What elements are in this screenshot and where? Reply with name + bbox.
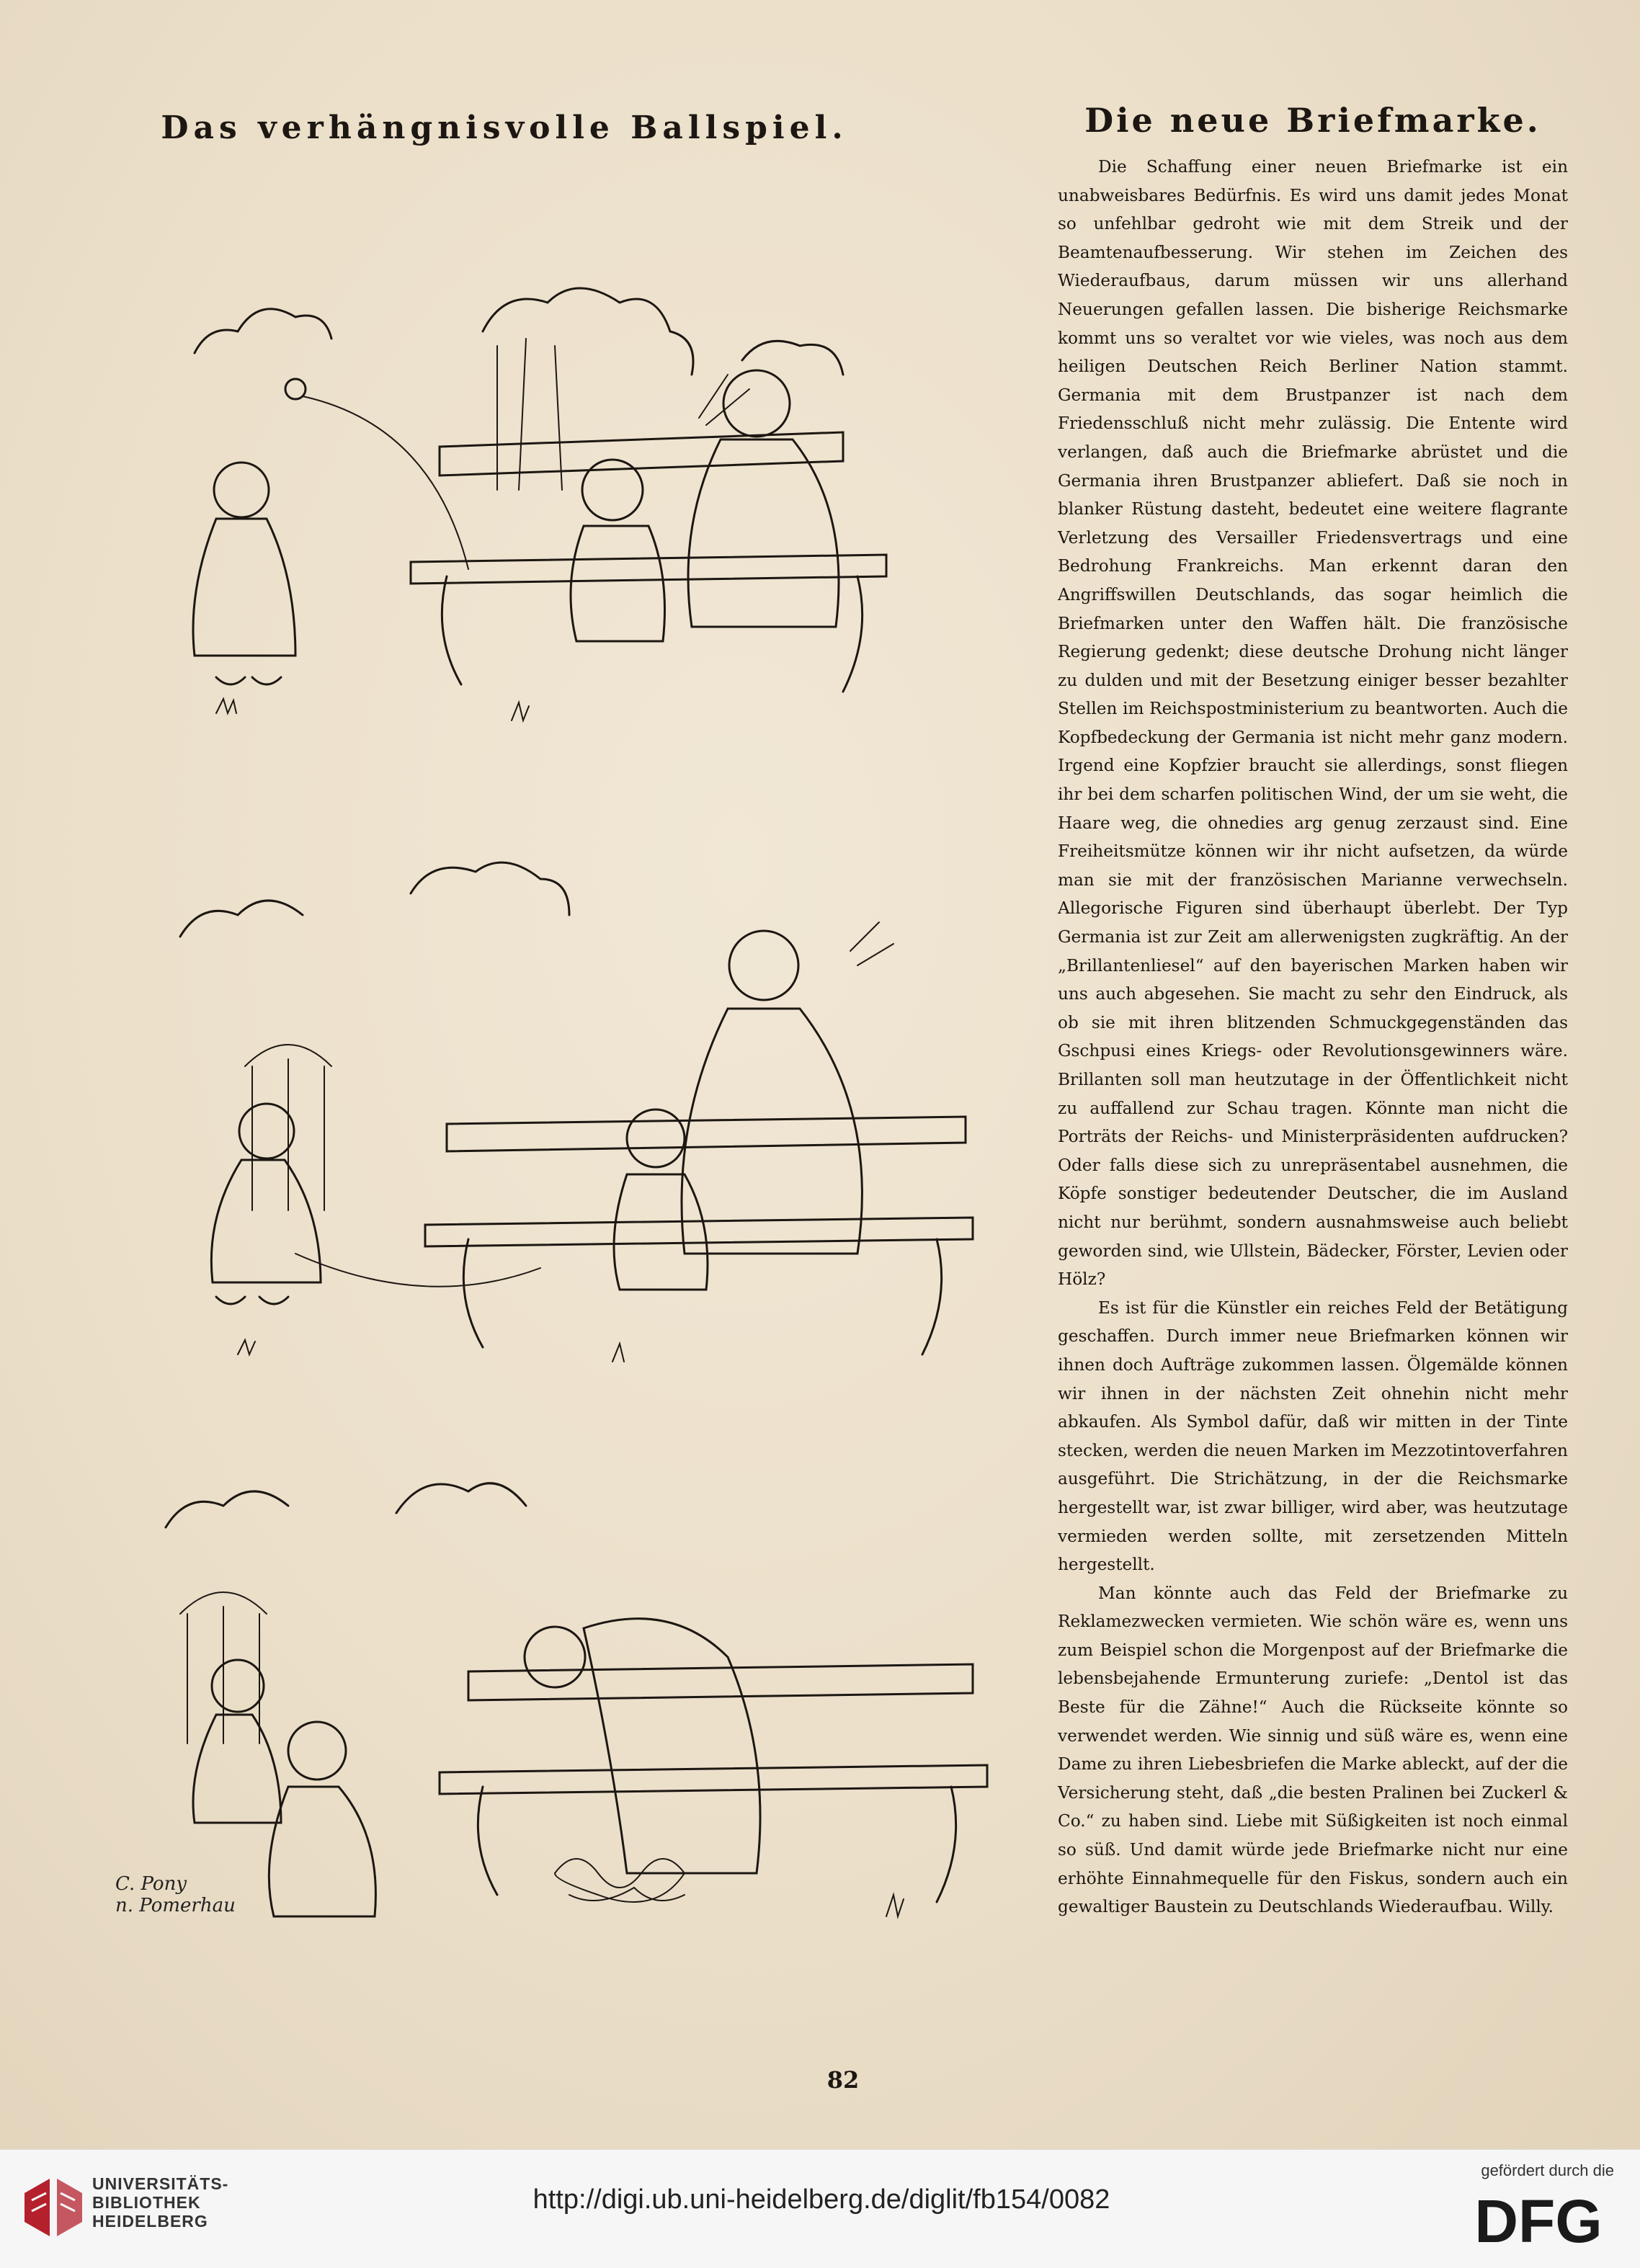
library-name-line-3: HEIDELBERG: [92, 2212, 208, 2231]
park-column: [497, 339, 562, 490]
child-crying-dress: [269, 1787, 375, 1916]
digital-url-link[interactable]: http://digi.ub.uni-heidelberg.de/diglit/fb154/0082: [532, 2184, 1110, 2215]
bench-legs: [442, 576, 862, 692]
svg-text:DFG: DFG: [1474, 2190, 1603, 2251]
article-title: Die neue Briefmarke.: [1084, 101, 1541, 140]
tree-foliage: [195, 309, 331, 353]
cartoon-panel-1: [108, 216, 1045, 749]
girl-head: [627, 1110, 685, 1167]
tree-foliage: [483, 288, 693, 375]
grass: [886, 1895, 904, 1916]
cartoon-panel-2-drawing: [108, 850, 1045, 1383]
tree-foliage: [166, 1491, 288, 1527]
child-crying-head: [288, 1722, 346, 1780]
child-dress: [193, 1715, 281, 1823]
child-head: [212, 1660, 264, 1712]
park-gazebo: [245, 1045, 331, 1210]
grass: [216, 699, 529, 720]
woman-dress: [682, 1009, 862, 1254]
tree-foliage: [180, 901, 303, 937]
woman-dress: [688, 439, 839, 627]
article-paragraph-2: Es ist für die Künstler ein reiches Feld der Betätigung geschaffen. Durch immer neue Briefmarken können wir ihnen doch Aufträge zukommen lassen. Ölgemälde können wir ihnen in der nächsten Zeit ohnehin nicht mehr abkaufen. Als Symbol dafür, daß wir mitten in der Tinte stecken, werden die neuen Marken im Mezzotintoverfahren ausgeführt. Die Strichätzung, in der die Reichsmarke hergestellt war, ist zwar billiger, wird aber, was heutzutage vermieden werden sollte, mit zersetzenden Mitteln hergestellt.: [1058, 1298, 1568, 1575]
woman-dress: [584, 1619, 760, 1873]
artist-signature: [115, 1873, 236, 1916]
tangled-yarn: [569, 1888, 685, 1901]
bench-seat: [411, 555, 886, 584]
cartoon-panel-1-drawing: [108, 216, 1045, 749]
grass: [238, 1340, 624, 1362]
library-name-line-2: BIBLIOTHEK: [92, 2193, 201, 2212]
woman-hand: [850, 922, 893, 965]
funding-label: gefördert durch die: [1481, 2161, 1614, 2179]
ub-heidelberg-logo-icon[interactable]: [17, 2171, 89, 2244]
child-left-shoes: [216, 1297, 288, 1304]
dfg-logo-icon[interactable]: [1463, 2190, 1614, 2251]
ball-string: [295, 1254, 540, 1287]
child-left-dress: [193, 519, 295, 656]
cartoon-panel-3-drawing: [108, 1470, 1045, 1974]
bench-legs: [478, 1787, 955, 1902]
woman-head: [723, 370, 790, 437]
bench-backrest: [447, 1117, 966, 1151]
bench-seat: [425, 1218, 973, 1246]
tree-foliage: [396, 1483, 526, 1513]
cartoon-panel-2: [108, 850, 1045, 1383]
cartoon-panel-3: [108, 1470, 1045, 1974]
bench-backrest: [468, 1664, 973, 1700]
artist-signature-line-2: n. Pomerhau: [115, 1895, 236, 1916]
library-name: [92, 2174, 228, 2231]
park-gazebo: [180, 1592, 267, 1744]
tree-foliage: [411, 862, 569, 915]
library-name-line-1: UNIVERSITÄTS-: [92, 2174, 229, 2193]
girl-dress: [571, 526, 665, 641]
girl-dress: [614, 1174, 708, 1290]
article-paragraph-1: Die Schaffung einer neuen Briefmarke ist ein unabweisbares Bedürfnis. Es wird uns damit jedes Monat so unfehlbar gedroht wie mit dem Streik und der Beamtenaufbesserung. Wir stehen im Zeichen des Wiederaufbaus, darum müssen wir uns allerhand Neuerungen gefallen lassen. Die bisherige Reichsmarke kommt uns so veraltet vor wie vieles, was noch aus dem heiligen Deutschen Reich Berliner Nation stammt. Germania mit dem Brustpanzer ist nach dem Friedensschluß nicht mehr zulässig. Die Entente wird verlangen, daß auch die Briefmarke abrüstet und die Germania ihren Brustpanzer abliefert. Daß sie noch in blanker Rüstung dasteht, bedeutet eine weitere flagrante Verletzung des Versailler Friedensvertrags und eine Bedrohung Frankreichs. Man erkennt daran den Angriffswillen Deutschlands, das sogar heimlich die Briefmarken unter den Waffen hält. Die französische Regierung gedenkt; diese deutsche Drohung nicht länger zu dulden und mit der Besetzung einiger besser bezahlter Stellen im Reichspostministerium zu beantworten. Auch die Kopfbedeckung der Germania ist nicht mehr ganz modern. Irgend eine Kopfzier braucht sie allerdings, sonst fliegen ihr bei dem scharfen politischen Wind, der um sie weht, die Haare weg, die ohnedies arg genug zerzaust sind. Eine Freiheitsmütze können wir ihr nicht aufsetzen, da würde man sie mit der französischen Marianne verwechseln. Allegorische Figuren sind überhaupt überlebt. Der Typ Germania ist zur Zeit am allerwenigsten zugkräftig. An der „Brillantenliesel“ auf den bayerischen Marken haben wir uns auch abgesehen. Sie macht zu sehr den Eindruck, als ob sie mit ihren blitzenden Schmuckgegenständen das Gschpusi eines Kriegs- oder Revolutionsgewinners wäre. Brillanten soll man heutzutage in der Öffentlichkeit nicht zu auffallend zur Schau tragen. Könnte man nicht die Porträts der Reichs- und Ministerpräsidenten aufdrucken? Oder falls diese sich zu unrepräsentabel ausnehmen, die Köpfe sonstiger bedeutender Deutscher, die im Ausland nicht nur berühmt, sondern ausnahmsweise auch beliebt geworden sind, wie Ullstein, Bädecker, Förster, Levien oder Hölz?: [1058, 157, 1568, 1290]
child-left-head: [239, 1104, 294, 1158]
cartoon-title: Das verhängnisvolle Ballspiel.: [161, 110, 848, 146]
bench-seat: [440, 1765, 987, 1794]
article: [1058, 101, 1568, 1921]
child-left-dress: [211, 1160, 321, 1282]
ball-string: [303, 396, 468, 569]
article-author: Willy.: [1508, 1897, 1554, 1916]
woman-head: [525, 1627, 585, 1687]
child-left-head: [214, 463, 269, 517]
child-left-shoes: [216, 677, 281, 684]
page-number: 82: [826, 2066, 860, 2094]
footer-bar: [0, 2149, 1640, 2268]
woman-head: [729, 931, 798, 1000]
bench-legs: [463, 1239, 941, 1354]
article-paragraph-3: Man könnte auch das Feld der Briefmarke zu Reklamezwecken vermieten. Wie schön wäre es, wenn uns zum Beispiel schon die Morgenpost auf der Briefmarke die lebensbejahende Ermunterung zuriefe: „Dentol ist das Beste für die Zähne!“ Auch die Rückseite könnte so verwendet werden. Wie sinnig und süß wäre es, wenn eine Dame zu ihren Liebesbriefen die Marke ableckt, auf der die Versicherung steht, daß „die besten Pralinen bei Zuckerl & Co.“ zu haben sind. Liebe mit Süßigkeiten ist noch einmal so süß. Und damit würde jede Briefmarke nicht nur eine erhöhte Einnahmequelle für den Fiskus, sondern auch ein gewaltiger Baustein zu Deutschlands Wiederaufbau.: [1058, 1583, 1568, 1917]
artist-signature-line-1: C. Pony: [115, 1873, 187, 1895]
